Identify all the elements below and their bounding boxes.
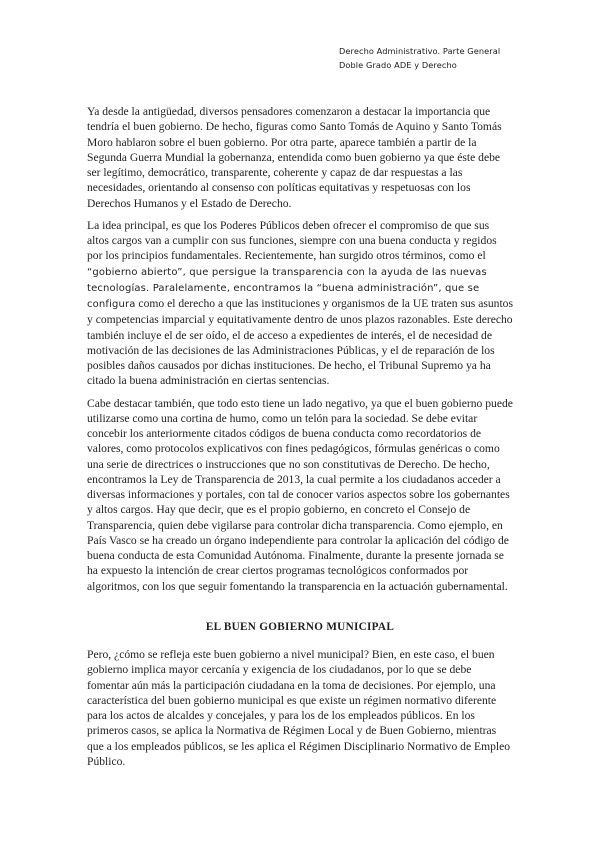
document-body [87,104,513,776]
section-heading: EL BUEN GOBIERNO MUNICIPAL [205,620,395,633]
paragraph-main-idea [87,218,513,389]
paragraph-negative-side: Cabe destacar también, que todo esto tiene un lado negativo, ya que el buen gobierno puede utilizarse como una cortina de humo, como un telón para la sociedad. Se debe evitar concebir los anteriormente citados códigos de buena conducta como recordatorios de valores, como protocolos explicativos con fines pedagógicos, fórmulas genéricas o como una serie de directrices o instrucciones que no son constitutivas de Derecho. De hecho, encontramos la Ley de Transparencia de 2013, la cual permite a los ciudadanos acceder a diversas informaciones y portales, con tal de conocer varios aspectos sobre los gobernantes y altos cargos. Hay que decir, que es el propio gobierno, en concreto el Consejo de Transparencia, quien debe vigilarse para controlar dicha transparencia. Como ejemplo, en País Vasco se ha creado un órgano independiente para controlar la aplicación del código de buena conducta de esta Comunidad Autónoma. Finalmente, durante la presente jornada se ha expuesto la intención de crear ciertos programas tecnológicos conformados por algoritmos, con los que seguir fomentando la transparencia en la actuación gubernamental. [87,396,513,593]
document-header [339,44,500,72]
header-degree: Doble Grado ADE y Derecho [339,60,457,70]
paragraph-main-idea-end: como el derecho a que las instituciones y organismos de la UE traten sus asuntos y competencias imparcial y equitativamente dentro de unos plazos razonables. Este derecho también incluye el de ser oído, el de acceso a expedientes de interés, el de necesidad de motivación de las decisiones de las Administraciones Públicas, y el de reparación de los posibles daños causados por dichas instituciones. De hecho, el Tribunal Supremo ya ha citado la buena administración en ciertas sentencias. [87,297,513,388]
header-course-title: Derecho Administrativo. Parte General [339,46,501,56]
paragraph-municipal: Pero, ¿cómo se refleja este buen gobierno a nivel municipal? Bien, en este caso, el buen gobierno implica mayor cercanía y exigencia de los ciudadanos, por lo que se debe fomentar aún más la participación ciudadana en la toma de decisiones. Por ejemplo, una característica del buen gobierno municipal es que existe un régimen normativo diferente para los actos de alcaldes y concejales, y para los de los empleados públicos. En los primeros casos, se aplica la Normativa de Régimen Local y de Buen Gobierno, mientras que a los empleados públicos, se les aplica el Régimen Disciplinario Normativo de Empleo Público. [87,648,511,768]
paragraph-intro: Ya desde la antigüedad, diversos pensadores comenzaron a destacar la importancia que tendría el buen gobierno. De hecho, figuras como Santo Tomás de Aquino y Santo Tomás Moro hablaron sobre el buen gobierno. Por otra parte, aparece también a partir de la Segunda Guerra Mundial la gobernanza, entendida como buen gobierno ya que éste debe ser legítimo, democrático, transparente, coherente y capaz de dar respuestas a las necesidades, orientando al consenso con políticas equitativas y respetuosas con los Derechos Humanos y el Estado de Derecho. [87,105,502,210]
paragraph-main-idea-handwritten-style: “gobierno abierto”, que persigue la transparencia con la ayuda de las nuevas tecnologías. Paralelamente, encontramos la “buena administración”, que se configura [87,266,487,310]
paragraph-main-idea-start: La idea principal, es que los Poderes Públicos deben ofrecer el compromiso de que sus altos cargos van a cumplir con sus funciones, siempre con una buena conducta y regidos por los principios fundamentales. Recientemente, han surgido otros términos, como el [87,218,497,263]
